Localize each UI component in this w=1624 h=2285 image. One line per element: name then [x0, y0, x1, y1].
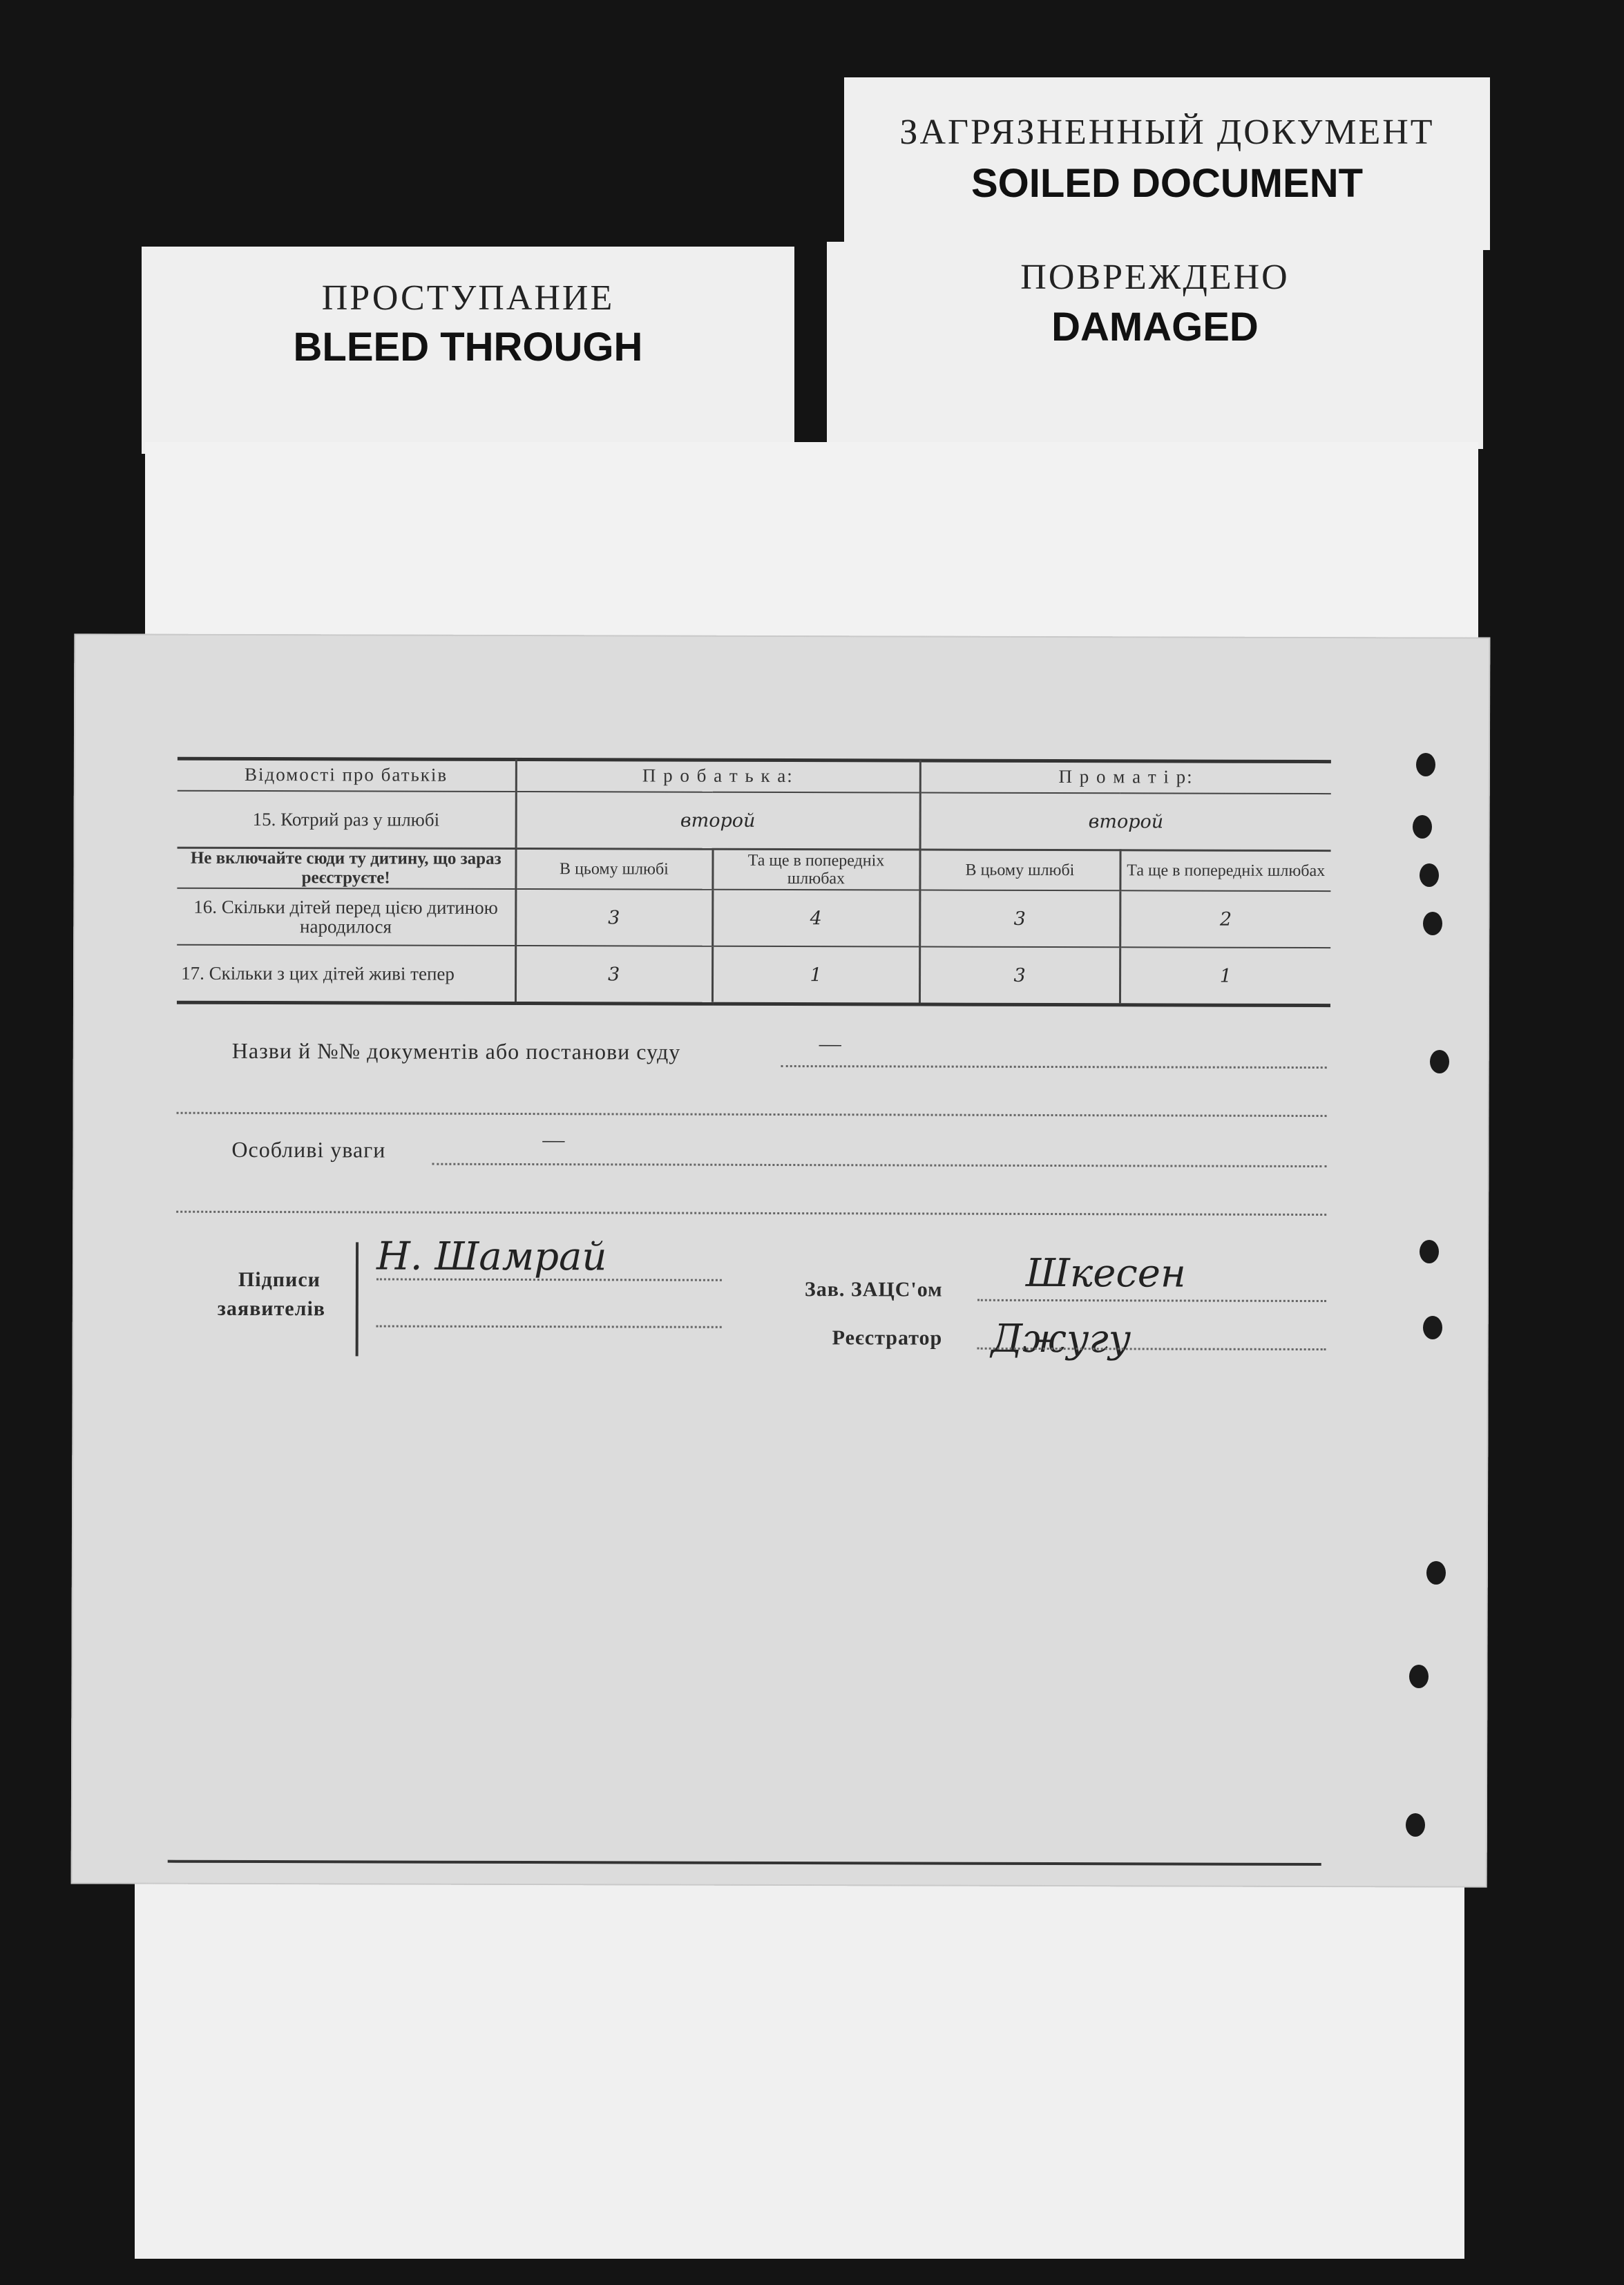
header-mother: П р о м а т і р: [920, 761, 1331, 794]
row-16 [177, 888, 1330, 948]
docs-line [781, 1065, 1327, 1069]
head-label: Зав. ЗАЦС'ом [804, 1278, 943, 1301]
notes-value: — [542, 1127, 566, 1152]
docs-label: Назви й №№ документів або постанови суду [231, 1038, 681, 1064]
sub-father-current: В цьому шлюбі [515, 848, 712, 889]
applicants-label-2: заявителів [217, 1297, 326, 1321]
row-17-mother-current: 3 [919, 947, 1120, 1005]
backing-card [145, 442, 1478, 649]
bleed-tag-en: BLEED THROUGH [293, 325, 643, 370]
binding-hole [1426, 1561, 1446, 1585]
row-16-mother-current: 3 [919, 890, 1120, 948]
applicant-line-1 [376, 1278, 722, 1281]
row-16-father-current: 3 [515, 889, 712, 946]
header-info: Відомості про батьків [178, 758, 516, 792]
row-17 [177, 945, 1330, 1006]
binding-hole [1416, 753, 1435, 776]
row-17-label: 17. Скільки з цих дітей живі тепер [177, 945, 515, 1004]
soiled-document-tag [844, 77, 1490, 250]
table-header-row [178, 758, 1331, 794]
row-16-mother-prev: 2 [1120, 890, 1330, 948]
row-15 [178, 791, 1331, 851]
registration-sheet [71, 633, 1491, 1887]
row-17-mother-prev: 1 [1120, 947, 1330, 1005]
binding-hole [1413, 815, 1432, 839]
docs-value: — [819, 1031, 842, 1056]
binding-hole [1423, 912, 1442, 935]
soiled-tag-en: SOILED DOCUMENT [971, 161, 1364, 206]
soiled-tag-ru: ЗАГРЯЗНЕННЫЙ ДОКУМЕНТ [899, 113, 1435, 152]
docs-line-2 [177, 1112, 1327, 1117]
bottom-rule [168, 1860, 1321, 1866]
backing-card-bottom [135, 1872, 1464, 2259]
notes-label: Особливі уваги [231, 1136, 386, 1163]
damaged-tag-ru: ПОВРЕЖДЕНО [1020, 258, 1290, 297]
subheader-row [177, 848, 1330, 891]
row-15-mother: второй [920, 793, 1331, 851]
binding-hole [1423, 1316, 1442, 1339]
binding-hole [1406, 1813, 1425, 1837]
binding-hole [1409, 1665, 1429, 1688]
bleed-through-tag [142, 247, 794, 454]
row-17-father-current: 3 [515, 946, 712, 1004]
registrar-label: Реєстратор [832, 1326, 943, 1350]
binding-hole [1420, 863, 1439, 887]
row-15-label: 15. Котрий раз у шлюбі [178, 791, 516, 849]
sub-father-prev: Та ще в попередніх шлюбах [712, 849, 919, 890]
exclude-note: Не включайте сюди ту дитину, що зараз реєструєте! [177, 848, 515, 889]
row-16-father-prev: 4 [712, 890, 919, 947]
row-17-father-prev: 1 [712, 946, 919, 1004]
binding-hole [1430, 1050, 1449, 1073]
damaged-tag-en: DAMAGED [1051, 305, 1259, 350]
notes-line [432, 1163, 1326, 1167]
sub-mother-prev: Та ще в попередніх шлюбах [1120, 850, 1330, 891]
parents-info-table [177, 758, 1331, 1007]
notes-line-2 [176, 1211, 1326, 1216]
header-father: П р о б а т ь к а: [516, 759, 920, 793]
binding-hole [1420, 1240, 1439, 1263]
row-16-label: 16. Скільки дітей перед цією дитиною народилося [177, 888, 515, 946]
applicants-brace [356, 1242, 359, 1356]
applicant-line-2 [376, 1325, 722, 1328]
bleed-tag-ru: ПРОСТУПАНИЕ [321, 278, 615, 318]
head-line [977, 1299, 1326, 1302]
head-signature: Шкесен [1025, 1250, 1186, 1297]
damaged-tag [827, 242, 1483, 449]
registrar-signature: Джугу [991, 1316, 1131, 1362]
sub-mother-current: В цьому шлюбі [919, 850, 1120, 890]
applicants-label-1: Підписи [238, 1268, 321, 1292]
applicant-signature: Н. Шамрай [376, 1234, 607, 1280]
row-15-father: второй [516, 792, 920, 850]
